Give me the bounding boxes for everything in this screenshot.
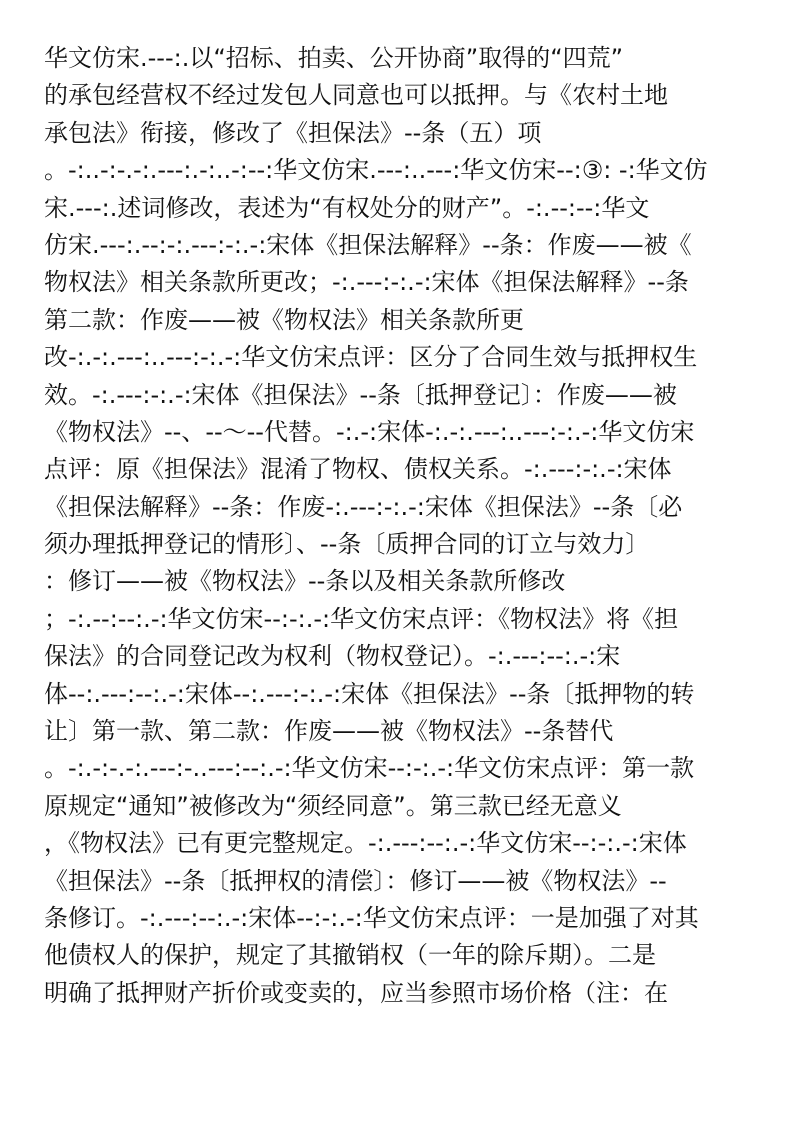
- text-line: 条修订。-:.---:--:.-:宋体--:-:.-:华文仿宋点评：一是加强了对其: [44, 903, 699, 932]
- text-line: 《物权法》--、--～--代替。-:.-:宋体-:.-:.---:..---:-:.-:华文仿宋: [44, 417, 695, 446]
- text-line: ；-:.--:--:.-:华文仿宋--:-:.-:华文仿宋点评：《物权法》将《担: [44, 604, 679, 633]
- text-line: 原规定“通知”被修改为“须经同意”。第三款已经无意义: [44, 791, 622, 820]
- text-line: 宋.---:.述词修改，表述为“有权处分的财产”。-:.--:--:华文: [44, 193, 650, 222]
- text-line: 第二款：作废——被《物权法》相关条款所更: [44, 305, 524, 334]
- text-line: 他债权人的保护，规定了其撤销权（一年的除斥期）。二是: [44, 941, 656, 970]
- text-line: 。-:.-:-.-:.---:-..---:--:.-:华文仿宋--:-:.-:华文仿宋点评：第一款: [44, 754, 695, 783]
- text-line: 仿宋.---:.--:-:.---:-:.-:宋体《担保法解释》--条：作废——被《: [44, 230, 692, 259]
- text-line: 保法》的合同登记改为权利（物权登记）。-:.---:--:.-:宋: [44, 642, 621, 671]
- text-line: 华文仿宋.---:.以“招标、拍卖、公开协商”取得的“四荒”: [44, 44, 624, 72]
- text-line: 效。-:.---:-:.-:宋体《担保法》--条〔抵押登记〕：作废——被: [44, 380, 677, 409]
- body-text: [44, 40, 764, 1012]
- text-line: 的承包经营权不经过发包人同意也可以抵押。与《农村土地: [44, 81, 668, 110]
- text-line: 让〕第一款、第二款：作废——被《物权法》--条替代: [44, 717, 614, 746]
- text-line: 。-:..-:-.-:.---:.-:..-:--:华文仿宋.---:..---:华文仿宋--:③: -:华文仿: [44, 156, 708, 185]
- text-line: 《担保法解释》--条：作废-:.---:-:.-:宋体《担保法》--条〔必: [44, 492, 683, 521]
- text-line: 物权法》相关条款所更改；-:.---:-:.-:宋体《担保法解释》--条: [44, 268, 689, 297]
- text-line: 点评：原《担保法》混淆了物权、债权关系。-:.---:-:.-:宋体: [44, 455, 672, 484]
- text-line: 《担保法》--条〔抵押权的清偿〕：修订——被《物权法》--: [44, 866, 667, 895]
- text-line: 承包法》衔接，修改了《担保法》--条（五）项: [44, 118, 542, 147]
- text-line: 改-:.-:.---:..---:-:.-:华文仿宋点评：区分了合同生效与抵押权生: [44, 343, 698, 372]
- text-line: 明确了抵押财产折价或变卖的，应当参照市场价格（注：在: [44, 978, 668, 1007]
- text-line: ：修订——被《物权法》--条以及相关条款所修改: [44, 567, 566, 596]
- text-line: ，《物权法》已有更完整规定。-:.---:--:.-:华文仿宋--:-:.-:宋体: [44, 829, 687, 858]
- text-line: 须办理抵押登记的情形〕、--条〔质押合同的订立与效力〕: [44, 530, 650, 559]
- text-line: 体--:.---:--:.-:宋体--:.---:-:.-:宋体《担保法》--条〔抵押物的转: [44, 679, 695, 708]
